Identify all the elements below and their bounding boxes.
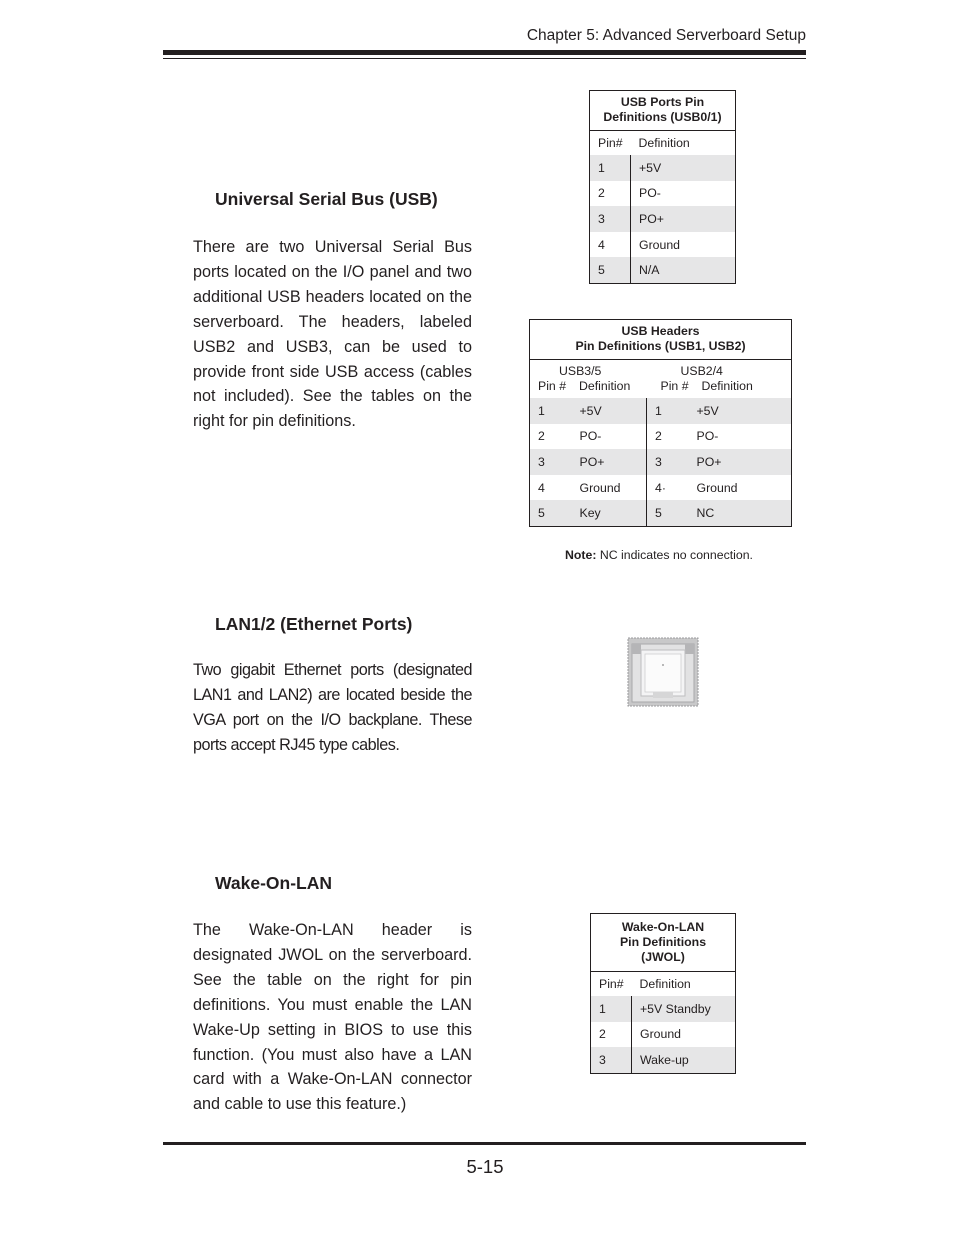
pin-cell: 2 (655, 429, 662, 444)
table-row (590, 155, 736, 181)
table-row (590, 257, 736, 283)
definition-cell: +5V Standby (632, 996, 736, 1022)
lan-heading: LAN1/2 (Ethernet Ports) (215, 614, 413, 634)
usb-headers-table (529, 319, 792, 527)
pin-cell: 5 (590, 257, 631, 283)
col-pin-header: Pin# (598, 136, 623, 150)
definition-cell: +5V (689, 398, 792, 424)
chapter-header: Chapter 5: Advanced Serverboard Setup (526, 27, 806, 44)
table-row (590, 181, 736, 207)
usb-ports-table (589, 90, 736, 284)
table-row (590, 232, 736, 258)
table-row (530, 398, 792, 424)
wol-table-title: Wake-On-LAN Pin Definitions (JWOL) (591, 914, 736, 972)
footer-rule (163, 1142, 806, 1145)
definition-cell: Ground (572, 475, 647, 501)
definition-cell: PO- (696, 429, 719, 444)
definition-cell: PO+ (689, 449, 792, 475)
usb35-group-header: USB3/5 Pin # Definition (538, 364, 631, 393)
col-pin-header: Pin# (599, 977, 624, 991)
usb-headers-table-title: USB Headers Pin Definitions (USB1, USB2) (530, 320, 792, 360)
wol-heading: Wake-On-LAN (215, 873, 332, 893)
definition-cell: PO+ (572, 449, 647, 475)
pin-cell: 1 (647, 398, 689, 424)
usb-note: Note: NC indicates no connection. (565, 548, 753, 562)
header-rule-thin (163, 58, 806, 59)
header-rule-thick (163, 50, 806, 55)
lan-paragraph: Two gigabit Ethernet ports (designated LAN1 and LAN2) are located beside the VGA port on the I/O backplane. These ports accept RJ45 type cables. (193, 661, 472, 754)
definition-cell: Ground (640, 1027, 682, 1042)
pin-cell: 5 (647, 500, 689, 526)
definition-cell: +5V (631, 155, 736, 181)
col-definition-header: Definition (638, 136, 690, 150)
definition-cell: Ground (696, 480, 738, 495)
definition-cell: PO- (639, 186, 661, 201)
rj45-port-icon (627, 637, 699, 707)
usb-ports-table-title: USB Ports Pin Definitions (USB0/1) (590, 91, 736, 131)
table-row (530, 449, 792, 475)
table-row (530, 500, 792, 526)
definition-cell: NC (689, 500, 792, 526)
usb-heading: Universal Serial Bus (USB) (215, 189, 438, 209)
pin-cell: 4 (590, 232, 631, 258)
table-row (591, 1047, 736, 1073)
definition-cell: PO- (572, 424, 647, 450)
pin-cell: 3 (590, 206, 631, 232)
definition-cell: Ground (639, 237, 681, 252)
definition-cell: PO+ (631, 206, 736, 232)
pin-cell: 4· (655, 480, 666, 495)
pin-cell: 1 (590, 155, 631, 181)
pin-cell: 4 (538, 480, 545, 495)
pin-cell: 3 (647, 449, 689, 475)
table-row (530, 475, 792, 501)
pin-cell: 2 (591, 1022, 632, 1048)
table-row (590, 206, 736, 232)
table-row (591, 1022, 736, 1048)
wol-paragraph: The Wake-On-LAN header is designated JWOL on the serverboard. See the table on the right for pin definitions. You must enable the LAN Wake-Up setting in BIOS to use this function. (You must also have a LAN card with a Wake-On-LAN connector and cable to use this feature.) (193, 921, 472, 1114)
table-row (530, 424, 792, 450)
usb24-group-header: USB2/4 Pin # Definition (660, 364, 753, 393)
pin-cell: 1 (591, 996, 632, 1022)
col-definition-header: Definition (639, 977, 691, 991)
pin-cell: 3 (591, 1047, 632, 1073)
definition-cell: +5V (572, 398, 647, 424)
definition-cell: N/A (631, 257, 736, 283)
pin-cell: 2 (590, 181, 631, 207)
page-number: 5-15 (466, 1156, 504, 1177)
usb-paragraph: There are two Universal Serial Bus ports located on the I/O panel and two additional USB headers located on the serverboard. The headers, labeled USB2 and USB3, can be used to provide front side USB access (cables not included). See the tables on the right for pin definitions. (193, 238, 472, 431)
table-row (591, 996, 736, 1022)
definition-cell: Wake-up (632, 1047, 736, 1073)
wol-table (590, 913, 736, 1074)
definition-cell: Key (572, 500, 647, 526)
pin-cell: 5 (530, 500, 572, 526)
pin-cell: 3 (530, 449, 572, 475)
pin-cell: 1 (530, 398, 572, 424)
pin-cell: 2 (538, 429, 545, 444)
